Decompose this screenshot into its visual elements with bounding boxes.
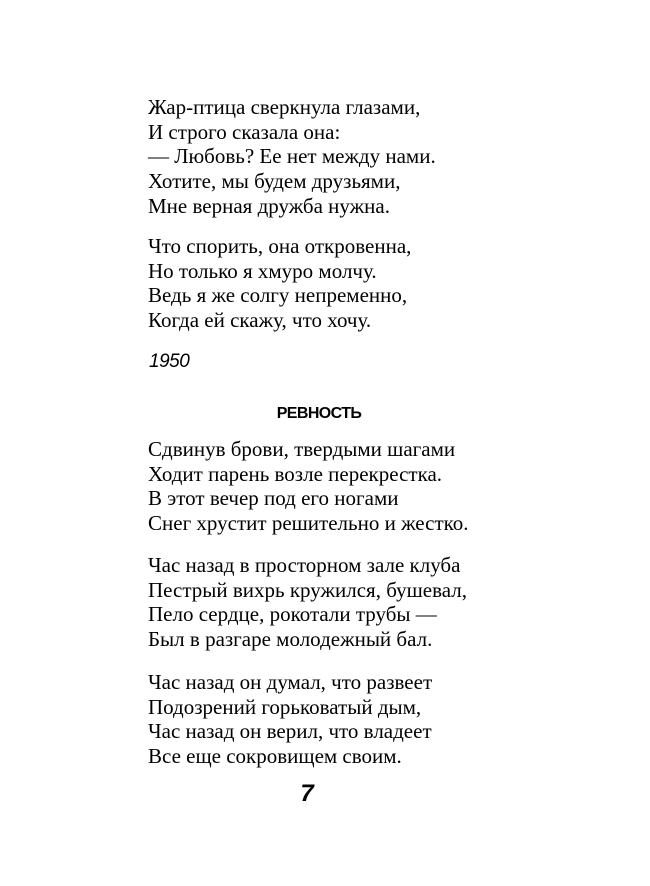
poem-line: Подозрений горьковатый дым, bbox=[148, 694, 422, 719]
poem-title: РЕВНОСТЬ bbox=[276, 405, 362, 422]
stanza-3 bbox=[148, 437, 469, 536]
poem-line: И строго сказала она: bbox=[148, 119, 341, 144]
poem-line: Но только я хмуро молчу. bbox=[148, 258, 377, 283]
poem-line: Снег хрустит решительно и жестко. bbox=[148, 511, 469, 536]
poem-line: Сдвинув брови, твердыми шагами bbox=[148, 437, 456, 461]
poem-line: Когда ей скажу, что хочу. bbox=[148, 308, 372, 333]
poem-line: Час назад в просторном зале клуба bbox=[148, 553, 461, 577]
poem-line: Час назад он думал, что развеет bbox=[148, 670, 433, 694]
page-number: 7 bbox=[300, 780, 314, 807]
poem-line: Что спорить, она откровенна, bbox=[148, 234, 412, 258]
stanza-4 bbox=[148, 553, 467, 652]
poem-line: Ходит парень возле перекрестка. bbox=[148, 461, 443, 486]
stanza-1 bbox=[148, 95, 436, 219]
poem-line: Мне верная дружба нужна. bbox=[148, 193, 390, 218]
poem-line: Был в разгаре молодежный бал. bbox=[148, 627, 433, 652]
poem-line: Жар-птица сверкнула глазами, bbox=[148, 95, 421, 119]
poem-year: 1950 bbox=[149, 351, 190, 372]
poem-line: Хотите, мы будем друзьями, bbox=[148, 169, 401, 194]
stanza-2 bbox=[148, 234, 411, 333]
poem-line: Пестрый вихрь кружился, бушевал, bbox=[148, 577, 467, 602]
poem-line: — Любовь? Ее нет между нами. bbox=[148, 144, 436, 169]
poem-line: Час назад он верил, что владеет bbox=[148, 719, 432, 744]
poem-line: Все еще сокровищем своим. bbox=[148, 744, 402, 769]
stanza-5 bbox=[148, 670, 432, 769]
poem-line: В этот вечер под его ногами bbox=[148, 486, 399, 511]
poem-line: Ведь я же солгу непременно, bbox=[148, 283, 408, 308]
poem-line: Пело сердце, рокотали трубы — bbox=[148, 602, 437, 627]
